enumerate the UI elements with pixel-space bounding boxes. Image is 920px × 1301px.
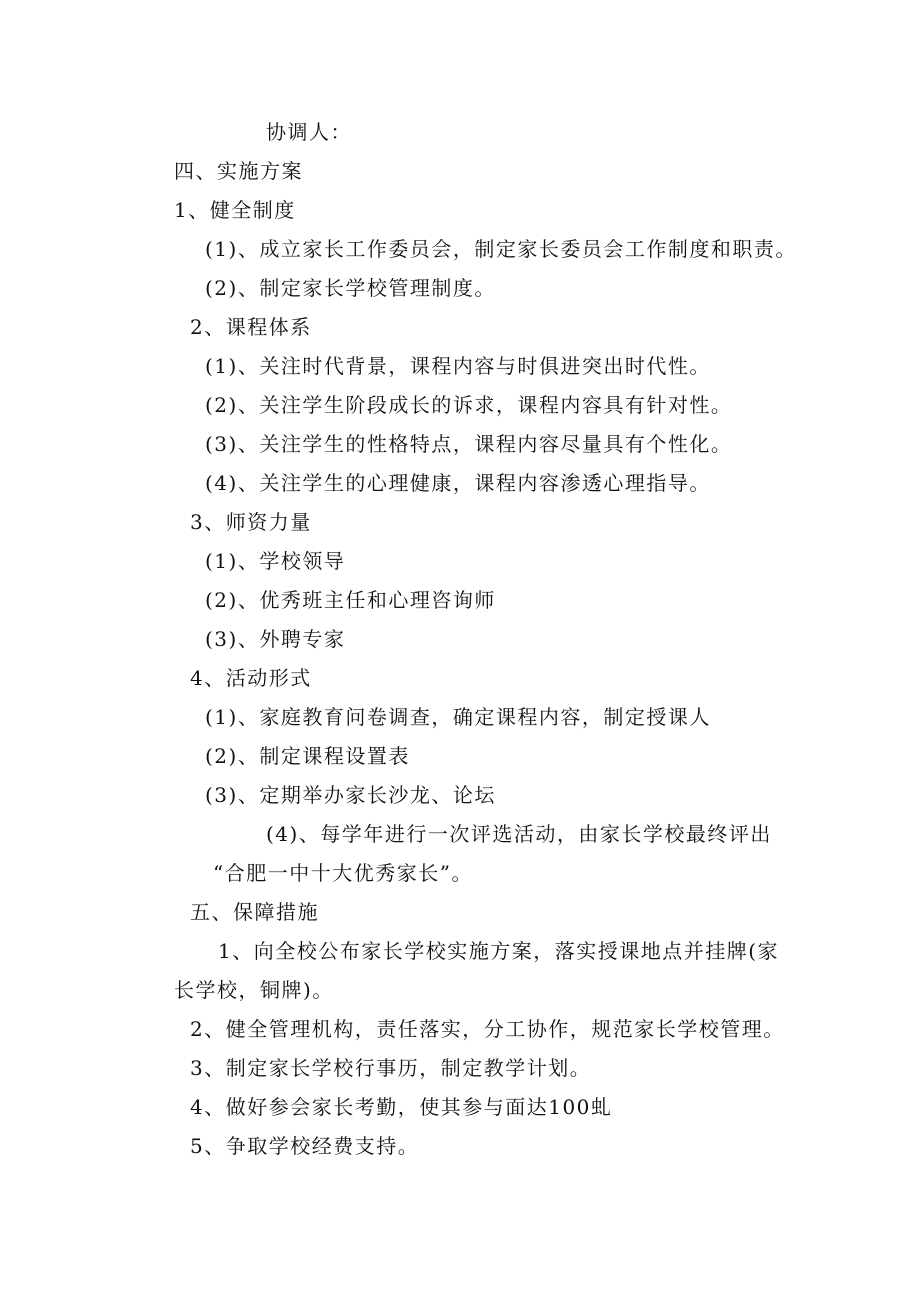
list-item: 1、向全校公布家长学校实施方案，落实授课地点并挂牌(家 [218,939,780,963]
list-item: (2)、关注学生阶段成长的诉求，课程内容具有针对性。 [205,393,733,417]
list-item-continuation: 长学校，铜牌)。 [174,978,334,1002]
list-item: 3、制定家长学校行事历，制定教学计划。 [190,1056,592,1080]
list-item: (2)、优秀班主任和心理咨询师 [205,588,496,612]
list-item: (1)、关注时代背景，课程内容与时俱进突出时代性。 [205,354,711,378]
list-item: (4)、关注学生的心理健康，课程内容渗透心理指导。 [205,471,711,495]
list-item: (1)、家庭教育问卷调查，确定课程内容，制定授课人 [205,705,711,729]
coordinator-line: 协调人： [266,120,352,144]
list-item: (2)、制定课程设置表 [205,744,410,768]
subheading-activities: 4、活动形式 [190,666,312,690]
section-heading-implementation: 四、实施方案 [174,159,303,183]
list-item: 2、健全管理机构，责任落实，分工协作，规范家长学校管理。 [190,1017,785,1041]
list-item: (2)、制定家长学校管理制度。 [205,276,496,300]
list-item: (3)、关注学生的性格特点，课程内容尽量具有个性化。 [205,432,733,456]
list-item: 5、争取学校经费支持。 [190,1134,420,1158]
list-item: (3)、外聘专家 [205,627,346,651]
subheading-system: 1、健全制度 [174,198,296,222]
section-heading-safeguards: 五、保障措施 [190,900,319,924]
subheading-faculty: 3、师资力量 [190,510,312,534]
list-item-continuation: “合肥一中十大优秀家长”。 [213,861,473,885]
list-item: (1)、学校领导 [205,549,346,573]
subheading-curriculum: 2、课程体系 [190,315,312,339]
list-item: (1)、成立家长工作委员会，制定家长委员会工作制度和职责。 [205,237,797,261]
list-item: 4、做好参会家长考勤，使其参与面达100虬 [190,1095,613,1119]
list-item: (3)、定期举办家长沙龙、论坛 [205,783,496,807]
list-item: (4)、每学年进行一次评选活动，由家长学校最终评出 [266,822,772,846]
